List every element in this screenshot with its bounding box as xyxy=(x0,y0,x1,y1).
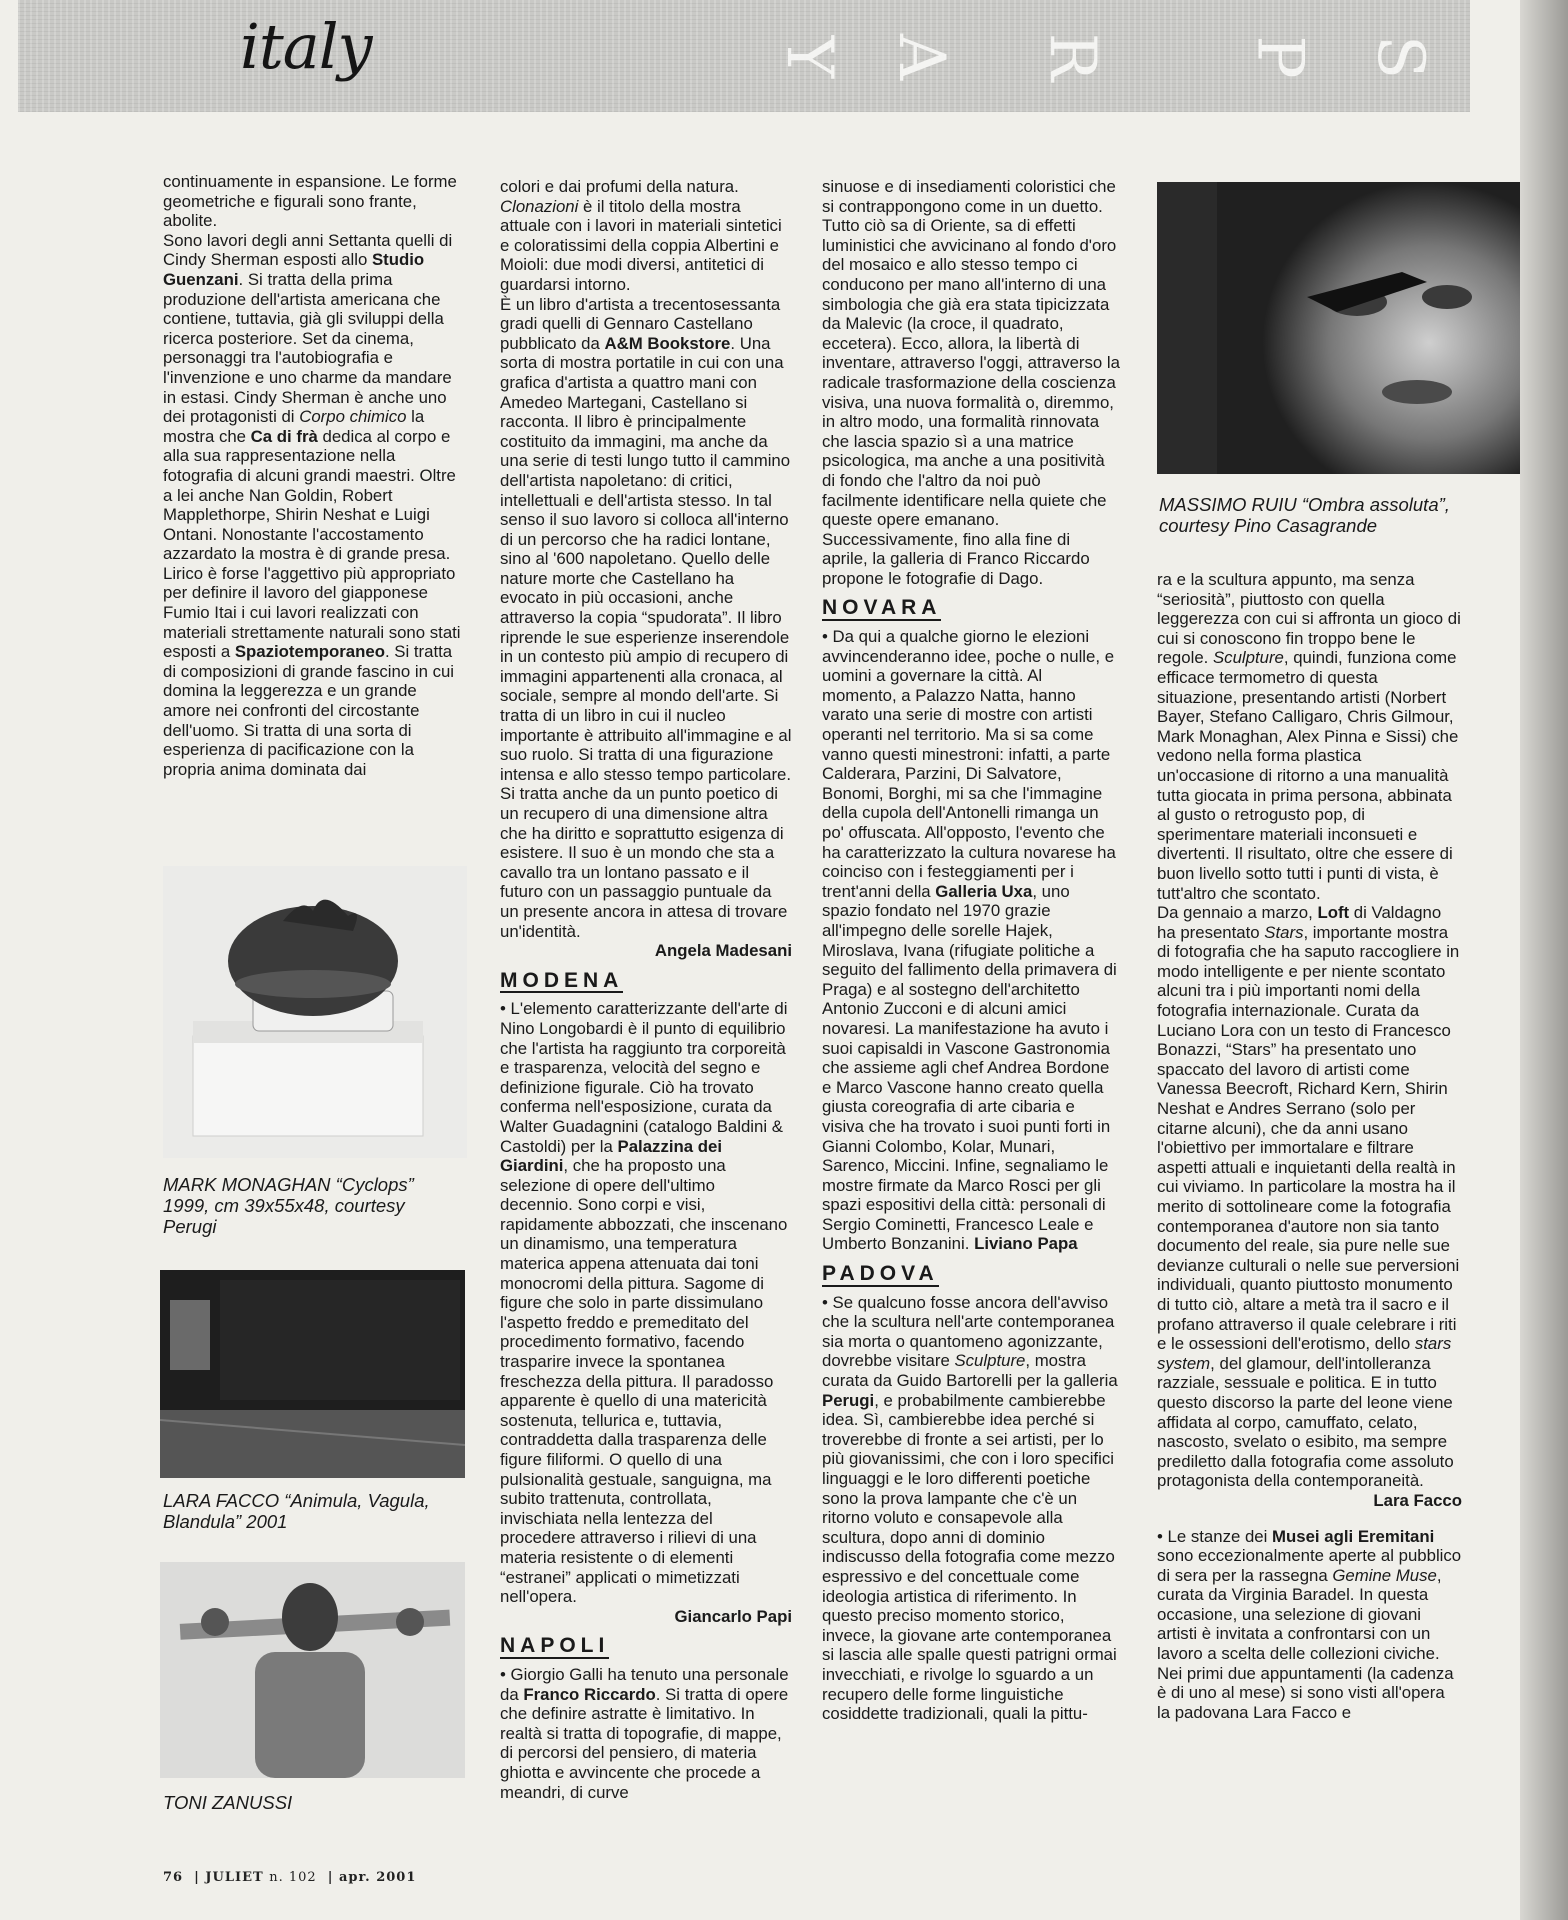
cyclops-photo xyxy=(163,866,467,1158)
spray-letter-r: R xyxy=(1035,32,1110,82)
signature: Lara Facco xyxy=(1373,1490,1462,1510)
page-footer: 76 | JULIET n. 102 | apr. 2001 xyxy=(163,1870,417,1885)
paragraph: colori e dai profumi della natura. Clonazioni è il titolo della mostra attuale con i lavori in materiali sintetici e coloratissimi della coppia Albertini e Moioli: due modi diversi, antitetici di guardarsi intorno. xyxy=(500,177,782,294)
paragraph: Da gennaio a marzo, Loft di Valdagno ha presentato Stars, importante mostra di fotografia che ha saputo raccogliere in modo intelligente e per niente scontato alcuni tra i più importanti nomi della fotografia internazionale. Curata da Luciano Lora con un testo di Francesco Bonazzi, “Stars” ha presentato uno spaccato del lavoro di artisti come Vanessa Beecroft, Richard Kern, Shirin Neshat e Andres Serrano (solo per citarne alcuni), che da anni usano l'obiettivo per immortalare e filtrare aspetti attuali e inquietanti della realtà in cui viviamo. In particolare la mostra ha il merito di sottolineare come la fotografia contemporanea d'autore non sia tanto documento del reale, sia pure nelle sue devianze culturali o nelle sue perversioni individuali, quanto piuttosto monumento di tutto ciò, altare a metà tra il sacro e il profano attraverso il quale celebrare i riti e le ossessioni dell'erotismo, dello stars system, del glamour, dell'intolleranza razziale, sessuale e politica. E in tutto questo discorso la parte del leone viene affidata al corpo, camuffato, celato, nascosto, svelato o esibito, ma sempre prediletto dalla fotografia come assoluto protagonista della contemporaneità. xyxy=(1157,903,1460,1491)
page-spine xyxy=(1520,0,1568,1920)
issue-date: apr. 2001 xyxy=(339,1870,417,1885)
spray-letter-y: Y xyxy=(772,35,847,79)
caption-cyclops: MARK MONAGHAN “Cyclops” 1999, cm 39x55x48, courtesy Perugi xyxy=(163,1174,414,1237)
column-4 xyxy=(1157,570,1462,1722)
spray-letter-a: A xyxy=(884,33,959,81)
paragraph: • Le stanze dei Musei agli Eremitani sono eccezionalmente aperte al pubblico di sera per la rassegna Gemine Muse, curata da Virginia Baradel. In questa occasione, una selezione di giovani artisti è invitata a confrontarsi con un lavoro a scelta delle collezioni civiche. Nei primi due appuntamenti (la cadenza è di uno al mese) si sono visti all'opera la padovana Lara Facco e xyxy=(1157,1526,1462,1722)
toni-zanussi-photo xyxy=(160,1562,465,1778)
caption-ruiu: MASSIMO RUIU “Ombra assoluta”, courtesy Pino Casagrande xyxy=(1159,494,1450,536)
magazine-name: JULIET xyxy=(205,1870,264,1885)
paragraph: Successivamente, fino alla fine di aprile, la galleria di Franco Riccardo propone le fotografie di Dago. xyxy=(822,529,1090,588)
column-3 xyxy=(822,177,1120,1724)
spray-letter-s: S xyxy=(1362,35,1437,79)
paragraph: • Se qualcuno fosse ancora dell'avviso che la scultura nell'arte contemporanea sia morta o quantomeno agonizzante, dovrebbe visitare Sculpture, mostra curata da Guido Bartorelli per la galleria Perugi, e probabilmente cambierebbe idea. Sì, cambierebbe idea perché si troverebbe di fronte a sei artisti, per lo più giovanissimi, che con i loro specifici linguaggi e le loro differenti poetiche sono la prova lampante che c'è un ritorno voluto e consapevole alla scultura, dopo anni di dominio indiscusso della fotografia come mezzo espressivo e del concettuale come ideologia artistica di riferimento. In questo preciso momento storico, invece, la giovane arte contemporanea si lascia alle spalle questi patrigni ormai invecchiati, e rivolge lo sguardo a un recupero delle forme linguistiche cosiddette tradizionali, quali la pittu- xyxy=(822,1292,1118,1724)
column-1 xyxy=(163,172,463,779)
section-title-napoli: NAPOLI xyxy=(500,1634,610,1658)
signature: Liviano Papa xyxy=(974,1234,1078,1254)
paragraph: sinuose e di insediamenti coloristici che si contrappongono come in un duetto. Tutto ciò sa di Oriente, sa di effetti luministici che avvicinano al fondo d'oro del mosaico e allo stesso tempo ci conducono per mano all'interno di una simbologia che già era stata tipicizzata da Malevic (la croce, il quadrato, eccetera). Ecco, allora, la libertà di inventare, attraverso l'oggi, attraverso la radicale trasformazione della coscienza visiva, una nuova formalità o, diremmo, in altro modo, una formalità rinnovata che lascia spazio sì a una matrice psicologica, ma anche a una positività di fondo che l'altro da noi può facilmente identificare nella quiete che queste opere emanano. xyxy=(822,177,1120,530)
paragraph: continuamente in espansione. Le forme geometriche e figurali sono frante, abolite. xyxy=(163,172,457,231)
page-number: 76 xyxy=(163,1870,184,1885)
paragraph: Lirico è forse l'aggettivo più appropriato per definire il lavoro del giapponese Fumio Itai i cui lavori realizzati con materiali strettamente naturali sono stati esposti a Spaziotemporaneo. Si tratta di composizioni di grande fascino in cui domina la leggerezza e un grande amore nei confronti del circostante dell'uomo. Si tratta di una sorta di esperienza di pacificazione con la propria anima dominata dai xyxy=(163,563,461,779)
signature: Angela Madesani xyxy=(654,941,792,961)
paragraph: ra e la scultura appunto, ma senza “seriosità”, piuttosto con quella leggerezza con cui si affronta un gioco di cui si conoscono fin troppo bene le regole. Sculpture, quindi, funziona come efficace termometro di questa situazione, presentando artisti (Norbert Bayer, Stefano Calligaro, Chris Gilmour, Mark Monaghan, Alex Pinna e Sissi) che vedono nella forma plastica un'occasione di ritorno a una manualità tutta giocata in prima persona, abbinata al gusto o retrogusto pop, di sperimentare materiali inconsueti e divertenti. Il risultato, oltre che essere di buon livello sotto tutti i punti di vista, è tutt'altro che scontato. xyxy=(1157,570,1461,903)
ruiu-photo xyxy=(1157,182,1520,474)
header-banner xyxy=(18,0,1470,112)
paragraph: È un libro d'artista a trecentosessanta gradi quelli di Gennaro Castellano pubblicato da A&M Bookstore. Una sorta di mostra portatile in cui con una grafica d'artista a quattro mani con Amedeo Martegani, Castellano si racconta. Il libro è principalmente costituito da immagini, ma anche da una serie di testi lungo tutto il cammino dell'artista napoletano: di critici, intellettuali e dell'artista stesso. In tal senso il suo lavoro si colloca all'interno di un percorso che ha radici lontane, sino al '600 napoletano. Quello delle nature morte che Castellano ha evocato in più occasioni, anche attraverso la copia “spudorata”. Il libro riprende le sue esperienze inserendole in un contesto più ampio di recupero di immagini appartenenti alla cronaca, al sociale, sempre al mondo dell'arte. Si tratta di un libro in cui il nucleo importante è attribuito all'immagine e al suo ruolo. Si tratta di una figurazione intensa e allo stesso tempo particolare. Si tratta anche da un punto poetico di un recupero di una dimensione altra che ha diritto e soprattutto esigenza di esistere. Il suo è un mondo che sta a cavallo tra un lontano passato e il futuro con un passaggio puntuale da un presente ancora in attesa di trovare un'identità. xyxy=(500,294,792,941)
section-title-padova: PADOVA xyxy=(822,1262,939,1286)
animula-photo xyxy=(160,1270,465,1478)
italy-logo: italy xyxy=(240,10,372,83)
paragraph: • Da qui a qualche giorno le elezioni avvincenderanno idee, poche o nulle, e uomini a governare la città. Al momento, a Palazzo Natta, hanno varato una serie di mostre con artisti operanti nel territorio. Ma si sa come vanno questi minestroni: infatti, a parte Calderara, Parzini, Di Salvatore, Bonomi, Borghi, mi sa che l'immagine della cupola dell'Antonelli rimanga un po' offuscata. All'opposto, l'evento che ha caratterizzato la cultura novarese ha coinciso con i festeggiamenti per i trent'anni della Galleria Uxa, uno spazio fondato nel 1970 grazie all'impegno delle sorelle Hajek, Miroslava, Ivana (rifugiate politiche a seguito del fallimento della primavera di Praga) e al sostegno dell'architetto Antonio Zucconi e di alcuni amici novaresi. La manifestazione ha avuto i suoi capisaldi in Vascone Gastronomia che assieme agli chef Andrea Bordone e Marco Vascone hanno creato quella giusta coreografia di arte cibaria e visiva che ha trovato i suoi punti forti in Gianni Colombo, Kolar, Munari, Sarenco, Miccini. Infine, segnaliamo le mostre firmate da Marco Rosci per gli spazi espositivi della città: personali di Sergio Cominetti, Francesco Leale e Umberto Bonzanini. Liviano Papa xyxy=(822,627,1117,1254)
paragraph: • Giorgio Galli ha tenuto una personale da Franco Riccardo. Si tratta di opere che definire astratte è limitativo. In realtà si tratta di topografie, di mappe, di percorsi del pensiero, di materia ghiotta e avvincente che procede a meandri, di curve xyxy=(500,1664,789,1802)
caption-animula: LARA FACCO “Animula, Vagula, Blandula” 2001 xyxy=(163,1490,430,1532)
paragraph: Sono lavori degli anni Settanta quelli di Cindy Sherman esposti allo Studio Guenzani. Si tratta della prima produzione dell'artista americana che contiene, tuttavia, già gli sviluppi della ricerca posteriore. Set da cinema, personaggi tra l'autobiografia e l'invenzione e uno charme da mandare in estasi. Cindy Sherman è anche uno dei protagonisti di Corpo chimico la mostra che Ca di frà dedica al corpo e alla sua rappresentazione nella fotografia di alcuni grandi maestri. Oltre a lei anche Nan Goldin, Robert Mapplethorpe, Shirin Neshat e Luigi Ontani. Nonostante l'accostamento azzardato la mostra è di grande presa. xyxy=(163,230,456,564)
caption-toni: TONI ZANUSSI xyxy=(163,1792,293,1813)
spray-letter-p: P xyxy=(1242,35,1317,79)
column-2 xyxy=(500,177,792,1802)
issue-number: n. 102 xyxy=(269,1870,317,1885)
section-title-modena: MODENA xyxy=(500,968,624,992)
paragraph: • L'elemento caratterizzante dell'arte di Nino Longobardi è il punto di equilibrio che l'artista ha raggiunto tra corporeità e trasparenza, velocità del segno e definizione figurale. Ciò ha trovato conferma nell'esposizione, curata da Walter Guadagnini (catalogo Baldini & Castoldi) per la Palazzina dei Giardini, che ha proposto una selezione di opere dell'ultimo decennio. Sono corpi e visi, rapidamente abbozzati, che inscenano un dinamismo, una temperatura materica appena attenuata dai toni monocromi della pittura. Sagome di figure che solo in parte dissimulano l'aspetto freddo e premeditato del procedimento formativo, facendo trasparire invece la spontanea freschezza della pittura. Il paradosso apparente è quello di una matericità sostenuta, tellurica e, tuttavia, contraddetta dalla trasparenza delle figure filiformi. O quello di una pulsionalità gestuale, sanguigna, ma subito trattenuta, controllata, invischiata nella lentezza del procedere attraverso i rilievi di una materia resistente o di elementi “estranei” applicati o mimetizzati nell'opera. xyxy=(500,999,788,1607)
section-title-novara: NOVARA xyxy=(822,596,942,620)
signature: Giancarlo Papi xyxy=(674,1606,792,1626)
